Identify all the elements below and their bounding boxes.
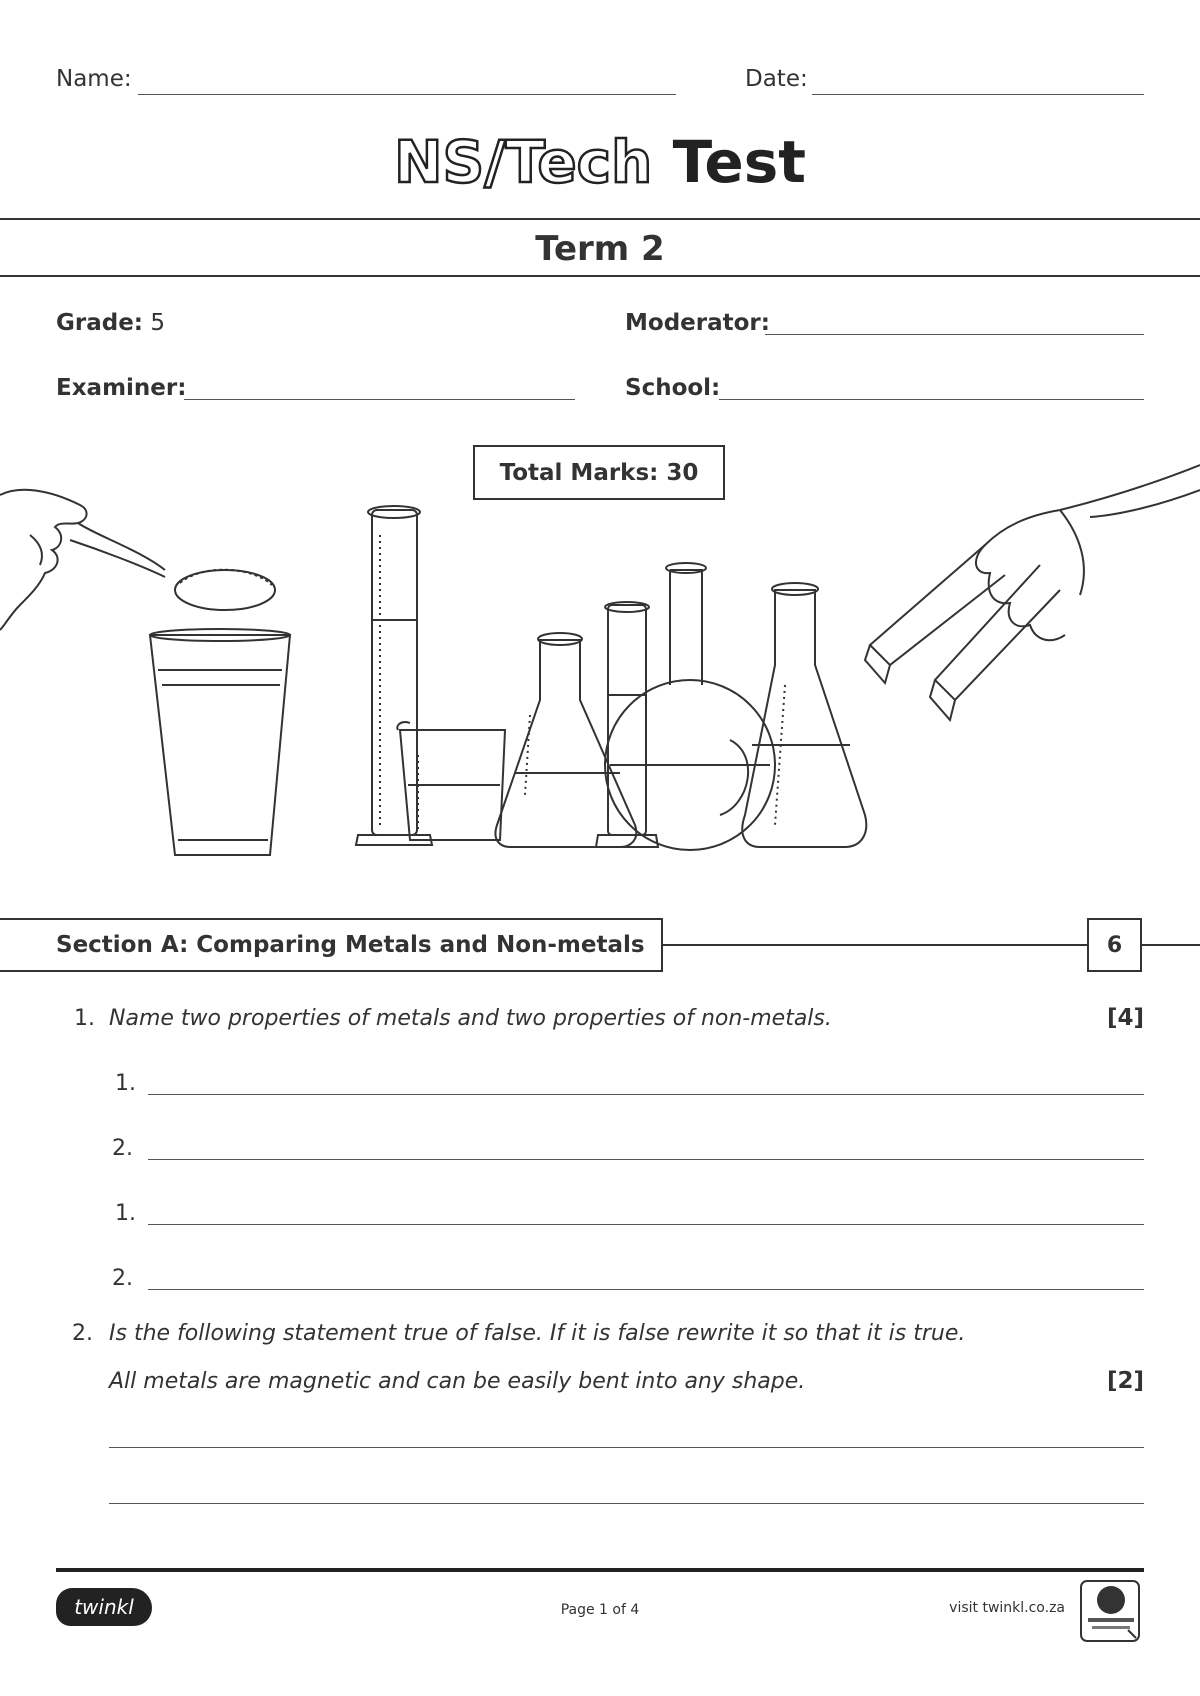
q2-answer-line-2[interactable] <box>109 1503 1144 1504</box>
school-label: School: <box>625 375 721 401</box>
q2-statement: All metals are magnetic and can be easily bent into any shape. <box>109 1369 806 1394</box>
q1-answer-1-line[interactable] <box>148 1094 1144 1095</box>
round-bottom-flask-icon <box>605 563 775 850</box>
q1-answer-2-line[interactable] <box>148 1159 1144 1160</box>
footer-rule <box>56 1568 1144 1572</box>
science-equipment-illustration <box>0 455 1200 875</box>
term-bottom-rule <box>0 275 1200 277</box>
beaker-icon <box>397 722 505 840</box>
q1-answer-3-number: 1. <box>115 1201 136 1226</box>
moderator-field[interactable] <box>765 334 1144 335</box>
q1-answer-1-number: 1. <box>115 1071 136 1096</box>
q2-answer-line-1[interactable] <box>109 1447 1144 1448</box>
grade-row <box>56 310 165 336</box>
examiner-label: Examiner: <box>56 375 187 401</box>
grade-label: Grade: <box>56 310 144 336</box>
total-marks-box: Total Marks: 30 <box>473 445 725 500</box>
section-a-marks: 6 <box>1087 918 1142 972</box>
hand-with-magnet-icon <box>865 465 1200 720</box>
title-solid-text: Test <box>672 128 807 196</box>
q2-text: Is the following statement true of false. If it is false rewrite it so that it is true. <box>109 1321 966 1346</box>
section-a-title: Section A: Comparing Metals and Non-metals <box>0 918 663 972</box>
name-field[interactable] <box>138 94 676 95</box>
date-field[interactable] <box>812 94 1144 95</box>
page-title <box>0 128 1200 196</box>
term-heading: Term 2 <box>535 229 665 269</box>
glass-of-water-icon <box>150 629 290 855</box>
section-a-connector <box>663 944 1087 946</box>
moderator-label: Moderator: <box>625 310 770 336</box>
q1-answer-2-number: 2. <box>112 1136 133 1161</box>
section-a-connector-right <box>1142 944 1200 946</box>
q1-number: 1. <box>74 1006 95 1031</box>
q1-marks: [4] <box>1106 1005 1144 1031</box>
q1-answer-4-line[interactable] <box>148 1289 1144 1290</box>
q1-text: Name two properties of metals and two properties of non-metals. <box>109 1006 832 1031</box>
conical-flask-right-icon <box>742 583 866 847</box>
twinkl-logo: twinkl <box>56 1588 152 1626</box>
q2-marks: [2] <box>1106 1368 1144 1394</box>
date-label: Date: <box>745 66 808 92</box>
page-number: Page 1 of 4 <box>560 1602 640 1618</box>
visit-link[interactable]: visit twinkl.co.za <box>949 1600 1065 1616</box>
q2-number: 2. <box>72 1321 93 1346</box>
school-field[interactable] <box>719 399 1144 400</box>
name-label: Name: <box>56 66 132 92</box>
term-top-rule <box>0 218 1200 220</box>
measuring-cylinder-icon <box>356 506 432 845</box>
examiner-field[interactable] <box>184 399 575 400</box>
quality-standard-badge-icon <box>1078 1578 1144 1644</box>
hand-with-spoon-icon <box>0 490 275 630</box>
grade-value: 5 <box>150 310 165 336</box>
title-outline-text: NS/Tech <box>393 128 653 196</box>
conical-flask-icon <box>495 633 636 847</box>
q1-answer-3-line[interactable] <box>148 1224 1144 1225</box>
q1-answer-4-number: 2. <box>112 1266 133 1291</box>
test-tube-icon <box>596 602 658 847</box>
